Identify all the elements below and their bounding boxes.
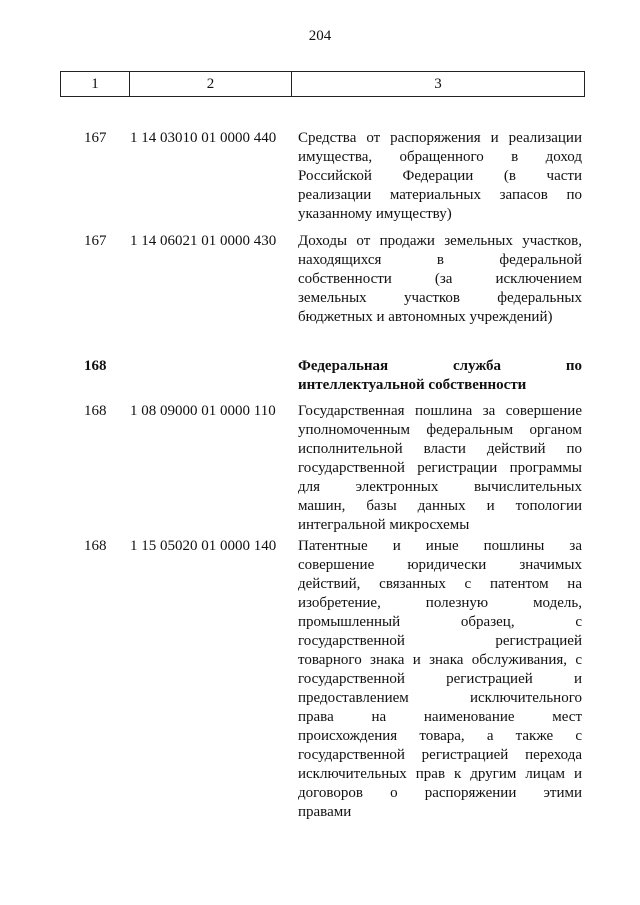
column-header-table: [60, 71, 585, 97]
budget-code: 1 15 05020 01 0000 140: [130, 538, 277, 554]
description-line: Доходы от продажи земельных участков,: [298, 233, 582, 249]
description-line: машин, базы данных и топологии: [298, 498, 582, 514]
row-description: [298, 129, 582, 224]
row-number: 167: [84, 233, 107, 249]
description-line: предоставлением исключительного: [298, 690, 582, 706]
description-line: права на наименование мест: [298, 709, 582, 725]
description-line: исполнительной власти действий по: [298, 441, 582, 457]
description-line: уполномоченным федеральным органом: [298, 422, 582, 438]
description-line: реализации материальных запасов по: [298, 187, 582, 203]
budget-code: 1 14 03010 01 0000 440: [130, 130, 277, 146]
section-title: [298, 357, 582, 395]
description-line: государственной регистрацией: [298, 633, 582, 649]
budget-code: 1 08 09000 01 0000 110: [130, 403, 276, 419]
description-line: договоров о распоряжении этими: [298, 785, 582, 801]
description-line: Патентные и иные пошлины за: [298, 538, 582, 554]
description-line: государственной регистрацией и: [298, 671, 582, 687]
description-line: находящихся в федеральной: [298, 252, 582, 268]
description-line: промышленный образец, с: [298, 614, 582, 630]
row-description: [298, 537, 582, 822]
description-line: интеллектуальной собственности: [298, 377, 527, 393]
column-header-1: 1: [61, 72, 130, 96]
description-line: государственной регистрации программы: [298, 460, 582, 476]
description-line: изобретение, полезную модель,: [298, 595, 582, 611]
description-line: Средства от распоряжения и реализации: [298, 130, 582, 146]
description-line: товарного знака и знака обслуживания, с: [298, 652, 582, 668]
row-number: 167: [84, 130, 107, 146]
description-line: интегральной микросхемы: [298, 517, 470, 533]
description-line: совершение юридически значимых: [298, 557, 582, 573]
description-line: для электронных вычислительных: [298, 479, 582, 495]
description-line: Федеральная служба по: [298, 358, 582, 374]
description-line: Государственная пошлина за совершение: [298, 403, 582, 419]
description-line: указанному имуществу): [298, 206, 452, 222]
row-number: 168: [84, 538, 107, 554]
description-line: государственной регистрацией перехода: [298, 747, 582, 763]
description-line: действий, связанных с патентом на: [298, 576, 582, 592]
description-line: Российской Федерации (в части: [298, 168, 582, 184]
description-line: бюджетных и автономных учреждений): [298, 309, 553, 325]
description-line: собственности (за исключением: [298, 271, 582, 287]
row-description: [298, 402, 582, 535]
description-line: правами: [298, 804, 352, 820]
budget-code: 1 14 06021 01 0000 430: [130, 233, 277, 249]
description-line: имущества, обращенного в доход: [298, 149, 582, 165]
row-number: 168: [84, 358, 107, 374]
page-number: 204: [308, 28, 332, 44]
column-header-2: 2: [130, 72, 292, 96]
description-line: происхождения товара, а также с: [298, 728, 582, 744]
description-line: исключительных прав к другим лицам и: [298, 766, 582, 782]
row-number: 168: [84, 403, 107, 419]
row-description: [298, 232, 582, 327]
description-line: земельных участков федеральных: [298, 290, 582, 306]
column-header-3: 3: [434, 75, 442, 92]
